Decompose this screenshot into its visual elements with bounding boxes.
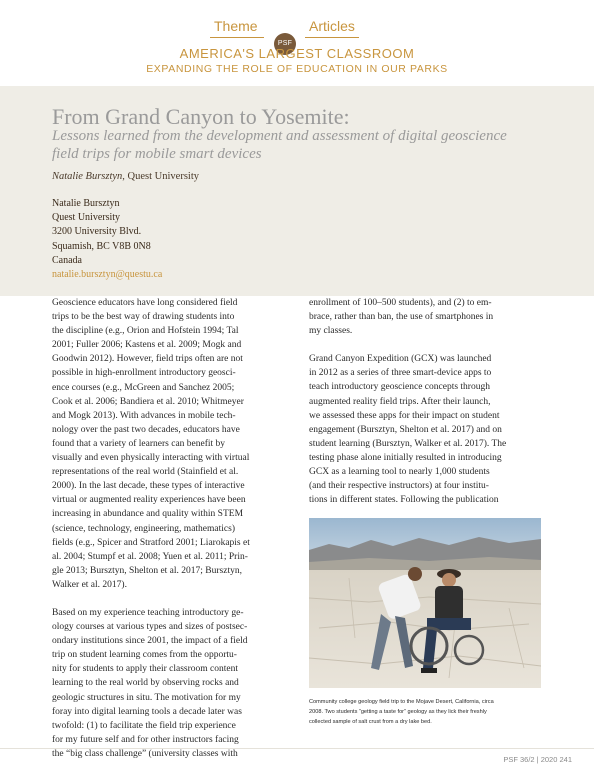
body-paragraph: Grand Canyon Expedition (GCX) was launched in 2012 as a series of three smart-device apps to teach introductory geoscience concepts through augmented reality field trips. After their launch, we assessed these apps for their impact on student engagement (Bursztyn, Shelton et al. 2017) and on student learning (Bursztyn, Walker et al. 2017). The testing phase alone initially resulted in introducing GCX as a learning tool to nearly 1,000 students (and their respective instructors) at four institu- tions in different states. Following the publication [309,354,507,506]
article-subtitle: Lessons learned from the development and assessment of digital geoscience field trips for mobile smart devices [52,128,507,162]
journal-header [0,0,594,86]
address-city: Squamish, BC V8B 0N8 [52,240,151,252]
body-paragraph: Based on my experience teaching introductory ge- ology courses at various types and sizes of postsec- ondary institutions since 2001, the impact of a field trip on student learning comes from the opportu- nity for students to apply their classroom content learning to the real world by observing rocks and geologic structures in situ. The motivation for my foray into digital learning tools a decade later was twofold: (1) to facilitate the field trip experience for my future self and for other instructors facing the “big class challenge” (university classes with [52,607,248,759]
author-email-link[interactable]: natalie.bursztyn@questu.ca [52,269,163,281]
psf-logo: PSF [274,33,296,55]
page-footer: PSF 36/2 | 2020 241 [503,755,572,764]
field-trip-photo-illustration [309,518,541,688]
article-title: From Grand Canyon to Yosemite: [52,104,350,129]
body-paragraph: enrollment of 100–500 students), and (2) to em- brace, rather than ban, the use of smartphones in my classes. [309,298,494,337]
photo-caption: Community college geology field trip to the Mojave Desert, California, circa 2008. Two students “getting a taste for” geology as they lick their freshly collected sample of salt crust from a dry lake bed. [309,699,494,725]
nav-theme-link[interactable]: Theme [214,18,258,34]
author-affiliation: , Quest University [122,171,199,182]
nav-divider [305,37,359,38]
body-column-left [52,296,292,775]
nav-articles-link[interactable]: Articles [309,18,355,34]
author-address [52,197,162,282]
section-title: AMERICA'S LARGEST CLASSROOM [179,46,415,61]
section-nav [0,14,594,47]
nav-divider [210,37,264,38]
address-country: Canada [52,254,82,266]
body-paragraph: Geoscience educators have long considered field trips to be the best way of drawing students into the discipline (e.g., Orion and Hofstein 1994; Tal 2001; Fuller 2006; Kastens et al. 2009; Mogk and Goodwin 2012). However, field trips often are not possible in high-enrollment introductory geosci- ence courses (e.g., McGreen and Sanchez 2005; Cook et al. 2006; Bandiera et al. 2010; Whitmeyer and Mogk 2013). With advances in mobile tech- nology over the past two decades, educators have found that a variety of learners can benefit by visually and even physically interacting with virtual representations of the real world (Stainfield et al. 2000). In the last decade, these types of interactive virtual or augmented reality experiences have been increasing in abundance and quality within STEM (science, technology, engineering, mathematics) fields (e.g., Spicer and Stratford 2001; Liarokapis et al. 2004; Stumpf et al. 2008; Yuen et al. 2011; Prin- gle 2013; Bursztyn, Shelton et al. 2017; Bursztyn, Walker et al. 2017). [52,298,250,590]
address-street: 3200 University Blvd. [52,226,142,238]
section-subtitle: EXPANDING THE ROLE OF EDUCATION IN OUR PARKS [146,63,448,75]
address-name: Natalie Bursztyn [52,198,120,209]
author-name: Natalie Bursztyn [52,171,123,182]
field-trip-photo [309,518,541,688]
body-column-right [309,296,549,521]
address-org: Quest University [52,212,121,224]
footer-divider [0,748,594,749]
byline [52,171,199,182]
